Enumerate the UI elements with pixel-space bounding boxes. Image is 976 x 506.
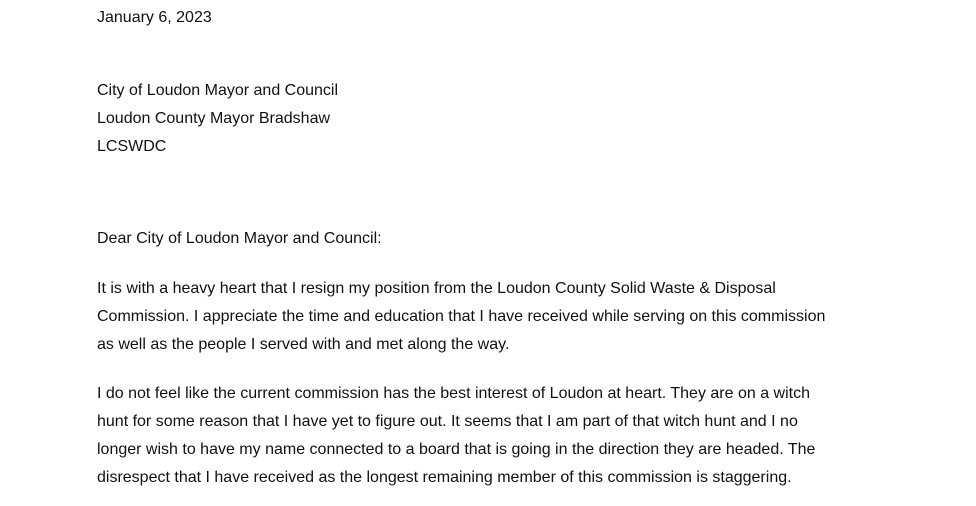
paragraph-line: Commission. I appreciate the time and education that I have received while serving on this commission — [97, 308, 826, 325]
paragraph-line: as well as the people I served with and met along the way. — [97, 336, 510, 353]
body-paragraph — [97, 275, 825, 359]
recipient-address-block — [97, 77, 338, 161]
body-paragraph — [97, 380, 815, 492]
letter-date: January 6, 2023 — [97, 9, 212, 26]
paragraph-line: longer wish to have my name connected to a board that is going in the direction they are headed. The — [97, 441, 816, 458]
recipient-line: Loudon County Mayor Bradshaw — [97, 110, 331, 127]
paragraph-line: It is with a heavy heart that I resign my position from the Loudon County Solid Waste & Disposal — [97, 280, 776, 297]
paragraph-line: hunt for some reason that I have yet to figure out. It seems that I am part of that witch hunt and I no — [97, 413, 798, 430]
salutation: Dear City of Loudon Mayor and Council: — [97, 230, 382, 247]
paragraph-line: I do not feel like the current commission has the best interest of Loudon at heart. They are on a witch — [97, 385, 810, 402]
recipient-line: City of Loudon Mayor and Council — [97, 82, 339, 99]
recipient-line: LCSWDC — [97, 138, 167, 155]
paragraph-line: disrespect that I have received as the longest remaining member of this commission is staggering. — [97, 469, 792, 486]
